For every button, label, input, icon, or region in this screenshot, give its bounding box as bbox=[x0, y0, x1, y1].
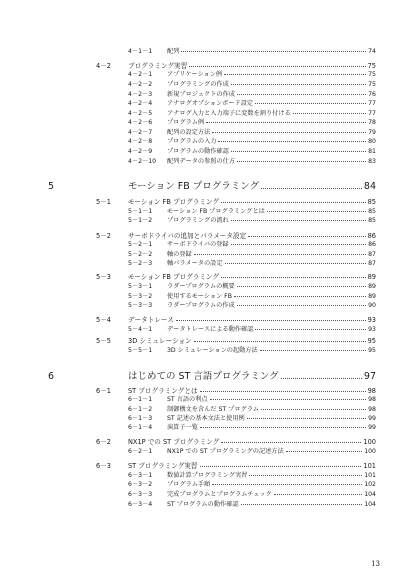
toc-subsection-entry bbox=[128, 499, 376, 508]
toc-number: 6－3－1 bbox=[128, 472, 153, 479]
dot-leader bbox=[237, 160, 366, 162]
toc-number: 5－3－1 bbox=[128, 283, 153, 290]
toc-title: 制御構文を含んだ ST プログラム bbox=[167, 406, 260, 413]
toc-number: 6－3－4 bbox=[128, 501, 153, 508]
toc-title: ラダープログラムの概要 bbox=[167, 283, 235, 290]
toc-page-number: 87 bbox=[368, 251, 376, 258]
toc-subsection-entry bbox=[128, 404, 376, 413]
toc-title: 軸の登録 bbox=[167, 251, 192, 258]
toc-section-entry bbox=[96, 460, 376, 470]
toc-page-number: 83 bbox=[368, 158, 376, 165]
dot-leader bbox=[221, 441, 361, 443]
toc-title: 3D シミュレーション bbox=[128, 337, 192, 345]
toc-page-number: 76 bbox=[368, 91, 376, 98]
toc-subsection-entry bbox=[128, 117, 376, 126]
toc-number: 4－2－9 bbox=[128, 148, 153, 155]
toc-number: 5－1－2 bbox=[128, 217, 153, 224]
toc-number: 5－4 bbox=[96, 316, 111, 324]
toc-number: 5－2－2 bbox=[128, 251, 153, 258]
toc-number: 6－2－1 bbox=[128, 448, 153, 455]
toc-number: 6－1 bbox=[96, 387, 111, 395]
toc-number: 4－2 bbox=[96, 62, 111, 70]
toc-number: 6－1－1 bbox=[128, 396, 153, 403]
toc-title: アナログオプションボード設定 bbox=[167, 100, 254, 107]
toc-page-number: 85 bbox=[368, 217, 376, 224]
toc-number: 4－2－2 bbox=[128, 81, 153, 88]
toc-subsection-entry bbox=[128, 79, 376, 88]
dot-leader bbox=[221, 276, 366, 278]
toc-title: モーション FB プログラミング bbox=[128, 198, 219, 206]
dot-leader bbox=[261, 187, 362, 189]
dot-leader bbox=[194, 340, 366, 342]
toc-page-number: 95 bbox=[368, 347, 376, 354]
page-number: 13 bbox=[371, 560, 380, 568]
toc-title: アプリケーション例 bbox=[167, 71, 223, 78]
toc-page-number: 104 bbox=[364, 491, 376, 498]
dot-leader bbox=[194, 253, 366, 255]
toc-number: 5－3－2 bbox=[128, 293, 153, 300]
toc-number: 5－4－1 bbox=[128, 326, 153, 333]
dot-leader bbox=[212, 483, 362, 485]
dot-leader bbox=[221, 201, 366, 203]
toc-page-number: 78 bbox=[368, 119, 376, 126]
toc-title: ST 記述の基本文法と使用例 bbox=[167, 415, 245, 422]
toc-title: ST プログラミングとは bbox=[128, 387, 198, 395]
toc-number: 4－2－7 bbox=[128, 129, 153, 136]
toc-subsection-entry bbox=[128, 239, 376, 248]
toc-page-number: 100 bbox=[364, 448, 376, 455]
toc-subsection-entry bbox=[128, 69, 376, 78]
toc-title: ST プログラミング実習 bbox=[128, 462, 198, 470]
toc-title: 演算子一覧 bbox=[167, 424, 198, 431]
dot-leader bbox=[189, 65, 365, 67]
dot-leader bbox=[181, 50, 366, 52]
toc-subsection-entry bbox=[128, 215, 376, 224]
toc-page-number: 77 bbox=[368, 100, 376, 107]
toc-title: プログラムの入力 bbox=[167, 138, 217, 145]
toc-number: 5－3－3 bbox=[128, 302, 153, 309]
toc-subsection-entry bbox=[128, 156, 376, 165]
toc-page-number: 99 bbox=[368, 424, 376, 431]
dot-leader bbox=[237, 93, 366, 95]
toc-page-number: 101 bbox=[363, 462, 376, 470]
toc-number: 5－5－1 bbox=[128, 347, 153, 354]
toc-page-number: 102 bbox=[364, 481, 376, 488]
toc-page-number: 74 bbox=[368, 48, 376, 55]
toc-page-number: 101 bbox=[364, 472, 376, 479]
toc-number: 6－3－2 bbox=[128, 481, 153, 488]
dot-leader bbox=[200, 426, 366, 428]
toc-number: 4－2－5 bbox=[128, 110, 153, 117]
toc-subsection-entry bbox=[128, 281, 376, 290]
toc-number: 5－5 bbox=[96, 337, 111, 345]
toc-page-number: 95 bbox=[367, 337, 376, 345]
toc-chapter-entry bbox=[48, 178, 376, 192]
toc-title: ラダープログラムの作成 bbox=[167, 302, 235, 309]
toc-page-number: 79 bbox=[368, 129, 376, 136]
toc-page-number: 85 bbox=[367, 198, 376, 206]
dot-leader bbox=[206, 121, 366, 123]
toc-subsection-entry bbox=[128, 108, 376, 117]
toc-number: 4－2－6 bbox=[128, 119, 153, 126]
toc-subsection-entry bbox=[128, 249, 376, 258]
toc-title: 新規プロジェクトの作成 bbox=[167, 91, 235, 98]
toc-title: 配列データの参照の仕方 bbox=[167, 158, 236, 165]
toc-number: 5－2 bbox=[96, 232, 111, 240]
toc-page-number: 84 bbox=[363, 181, 376, 192]
toc-number: 6－1－2 bbox=[128, 406, 153, 413]
toc-number: 5－2－1 bbox=[128, 241, 153, 248]
toc-subsection-entry bbox=[128, 146, 376, 155]
dot-leader bbox=[247, 417, 366, 419]
dot-leader bbox=[218, 140, 366, 142]
toc-number: 4－2－4 bbox=[128, 100, 153, 107]
toc-title: 完成プログラムとプログラムチェック bbox=[167, 491, 272, 498]
toc-title: はじめての ST 言語プログラミング bbox=[128, 371, 279, 382]
toc-subsection-entry bbox=[128, 291, 376, 300]
toc-subsection-entry bbox=[128, 206, 376, 215]
dot-leader bbox=[231, 243, 367, 245]
dot-leader bbox=[237, 304, 366, 306]
dot-leader bbox=[210, 398, 367, 400]
toc-title: プログラミングの流れ bbox=[167, 217, 229, 224]
toc-page-number: 98 bbox=[367, 387, 376, 395]
toc-number: 6－1－4 bbox=[128, 424, 153, 431]
toc-number: 6－3－3 bbox=[128, 491, 153, 498]
toc-section-entry bbox=[96, 314, 376, 324]
toc-title: ST 言語の利点 bbox=[167, 396, 208, 403]
dot-leader bbox=[260, 349, 366, 351]
toc-title: プログラミング実習 bbox=[128, 62, 188, 70]
toc-page-number: 89 bbox=[368, 283, 376, 290]
dot-leader bbox=[231, 150, 366, 152]
toc-title: サーボドライバの登録 bbox=[167, 241, 229, 248]
toc-subsection-entry bbox=[128, 489, 376, 498]
toc-page-number: 81 bbox=[368, 148, 376, 155]
toc-page-number: 89 bbox=[368, 293, 376, 300]
dot-leader bbox=[225, 262, 367, 264]
toc-section-entry bbox=[96, 335, 376, 345]
toc-subsection-entry bbox=[128, 413, 376, 422]
dot-leader bbox=[267, 210, 366, 212]
toc-page-number: 86 bbox=[367, 232, 376, 240]
toc-page-number: 90 bbox=[368, 302, 376, 309]
toc-page-number: 75 bbox=[367, 62, 376, 70]
toc-title: ST プログラムの動作確認 bbox=[167, 501, 239, 508]
toc-page-number: 100 bbox=[363, 438, 376, 446]
toc-title: 数値計算プログラミング実習 bbox=[167, 472, 248, 479]
dot-leader bbox=[231, 83, 366, 85]
toc-title: 3D シミュレーションの起動方法 bbox=[167, 347, 258, 354]
toc-subsection-entry bbox=[128, 300, 376, 309]
toc-subsection-entry bbox=[128, 258, 376, 267]
toc-page-number: 93 bbox=[368, 326, 376, 333]
toc-page-number: 80 bbox=[368, 138, 376, 145]
toc-title: モーション FB プログラミング bbox=[128, 181, 260, 192]
toc-number: 6－3 bbox=[96, 462, 111, 470]
toc-section-entry bbox=[96, 271, 376, 281]
dot-leader bbox=[241, 503, 363, 505]
toc-subsection-entry bbox=[128, 46, 376, 55]
toc-number: 5－3 bbox=[96, 273, 111, 281]
dot-leader bbox=[255, 102, 366, 104]
dot-leader bbox=[200, 390, 366, 392]
toc-subsection-entry bbox=[128, 136, 376, 145]
dot-leader bbox=[212, 131, 366, 133]
toc-section-entry bbox=[96, 436, 376, 446]
dot-leader bbox=[281, 377, 362, 379]
dot-leader bbox=[224, 73, 366, 75]
toc-title: サーボドライバの追加とパラメータ設定 bbox=[128, 232, 247, 240]
toc-title: 配列 bbox=[167, 48, 180, 55]
dot-leader bbox=[274, 493, 362, 495]
toc-title: プログラムの動作確認 bbox=[167, 148, 229, 155]
toc-subsection-entry bbox=[128, 345, 376, 354]
toc-subsection-entry bbox=[128, 446, 376, 455]
toc-title: NX1P での ST プログラミング bbox=[128, 438, 220, 446]
toc-number: 6－1－3 bbox=[128, 415, 153, 422]
toc-page-number: 97 bbox=[363, 371, 376, 382]
toc-title: プログラム例 bbox=[167, 119, 205, 126]
toc-page-number: 98 bbox=[368, 406, 376, 413]
toc-title: 配列の設定方法 bbox=[167, 129, 211, 136]
toc-subsection-entry bbox=[128, 324, 376, 333]
toc-number: 5－1－1 bbox=[128, 208, 153, 215]
toc-page-number: 77 bbox=[368, 110, 376, 117]
toc-title: モーション FB プログラミングとは bbox=[167, 208, 265, 215]
dot-leader bbox=[261, 408, 366, 410]
toc-subsection-entry bbox=[128, 89, 376, 98]
toc-page-number: 98 bbox=[368, 396, 376, 403]
toc-number: 4－2－1 bbox=[128, 71, 153, 78]
dot-leader bbox=[234, 295, 366, 297]
toc-subsection-entry bbox=[128, 394, 376, 403]
toc-chapter-entry bbox=[48, 368, 376, 382]
toc-number: 4－1－1 bbox=[128, 48, 153, 55]
toc-number: 5－1 bbox=[96, 198, 111, 206]
toc-page-number: 89 bbox=[367, 273, 376, 281]
dot-leader bbox=[286, 450, 363, 452]
dot-leader bbox=[237, 285, 366, 287]
toc-number: 4－2－3 bbox=[128, 91, 153, 98]
toc-title: モーション FB プログラミング bbox=[128, 273, 219, 281]
toc-number: 5 bbox=[48, 181, 55, 192]
dot-leader bbox=[255, 328, 366, 330]
toc-number: 6－2 bbox=[96, 438, 111, 446]
toc-title: 使用するモーション FB bbox=[167, 293, 232, 300]
toc-page-number: 75 bbox=[368, 81, 376, 88]
toc-page-number: 93 bbox=[367, 316, 376, 324]
toc-title: データトレースによる動作確認 bbox=[167, 326, 254, 333]
toc-number: 4－2－8 bbox=[128, 138, 153, 145]
toc-title: データトレース bbox=[128, 316, 174, 324]
toc-title: 軸パラメータの設定 bbox=[167, 260, 223, 267]
toc-page-number: 86 bbox=[368, 241, 376, 248]
dot-leader bbox=[293, 112, 366, 114]
dot-leader bbox=[249, 474, 362, 476]
toc-subsection-entry bbox=[128, 479, 376, 488]
toc-page-number: 104 bbox=[364, 501, 376, 508]
toc-section-entry bbox=[96, 196, 376, 206]
toc-title: プログラム手順 bbox=[167, 481, 211, 488]
toc-title: NX1P での ST プログラミングの記述方法 bbox=[167, 448, 284, 455]
toc-title: アナログ入力と入力端子に変数を割り付ける bbox=[167, 110, 291, 117]
dot-leader bbox=[231, 219, 366, 221]
toc-number: 4－2－10 bbox=[128, 158, 157, 165]
toc-subsection-entry bbox=[128, 422, 376, 431]
toc-title: プログラミングの作成 bbox=[167, 81, 229, 88]
toc-subsection-entry bbox=[128, 127, 376, 136]
dot-leader bbox=[200, 465, 362, 467]
toc-page-number: 87 bbox=[368, 260, 376, 267]
toc-page-number: 75 bbox=[368, 71, 376, 78]
toc-number: 5－2－3 bbox=[128, 260, 153, 267]
dot-leader bbox=[176, 319, 366, 321]
toc-number: 6 bbox=[48, 371, 55, 382]
dot-leader bbox=[248, 235, 365, 237]
toc-subsection-entry bbox=[128, 98, 376, 107]
toc-page-number: 99 bbox=[368, 415, 376, 422]
toc-page-number: 85 bbox=[368, 208, 376, 215]
toc-subsection-entry bbox=[128, 470, 376, 479]
